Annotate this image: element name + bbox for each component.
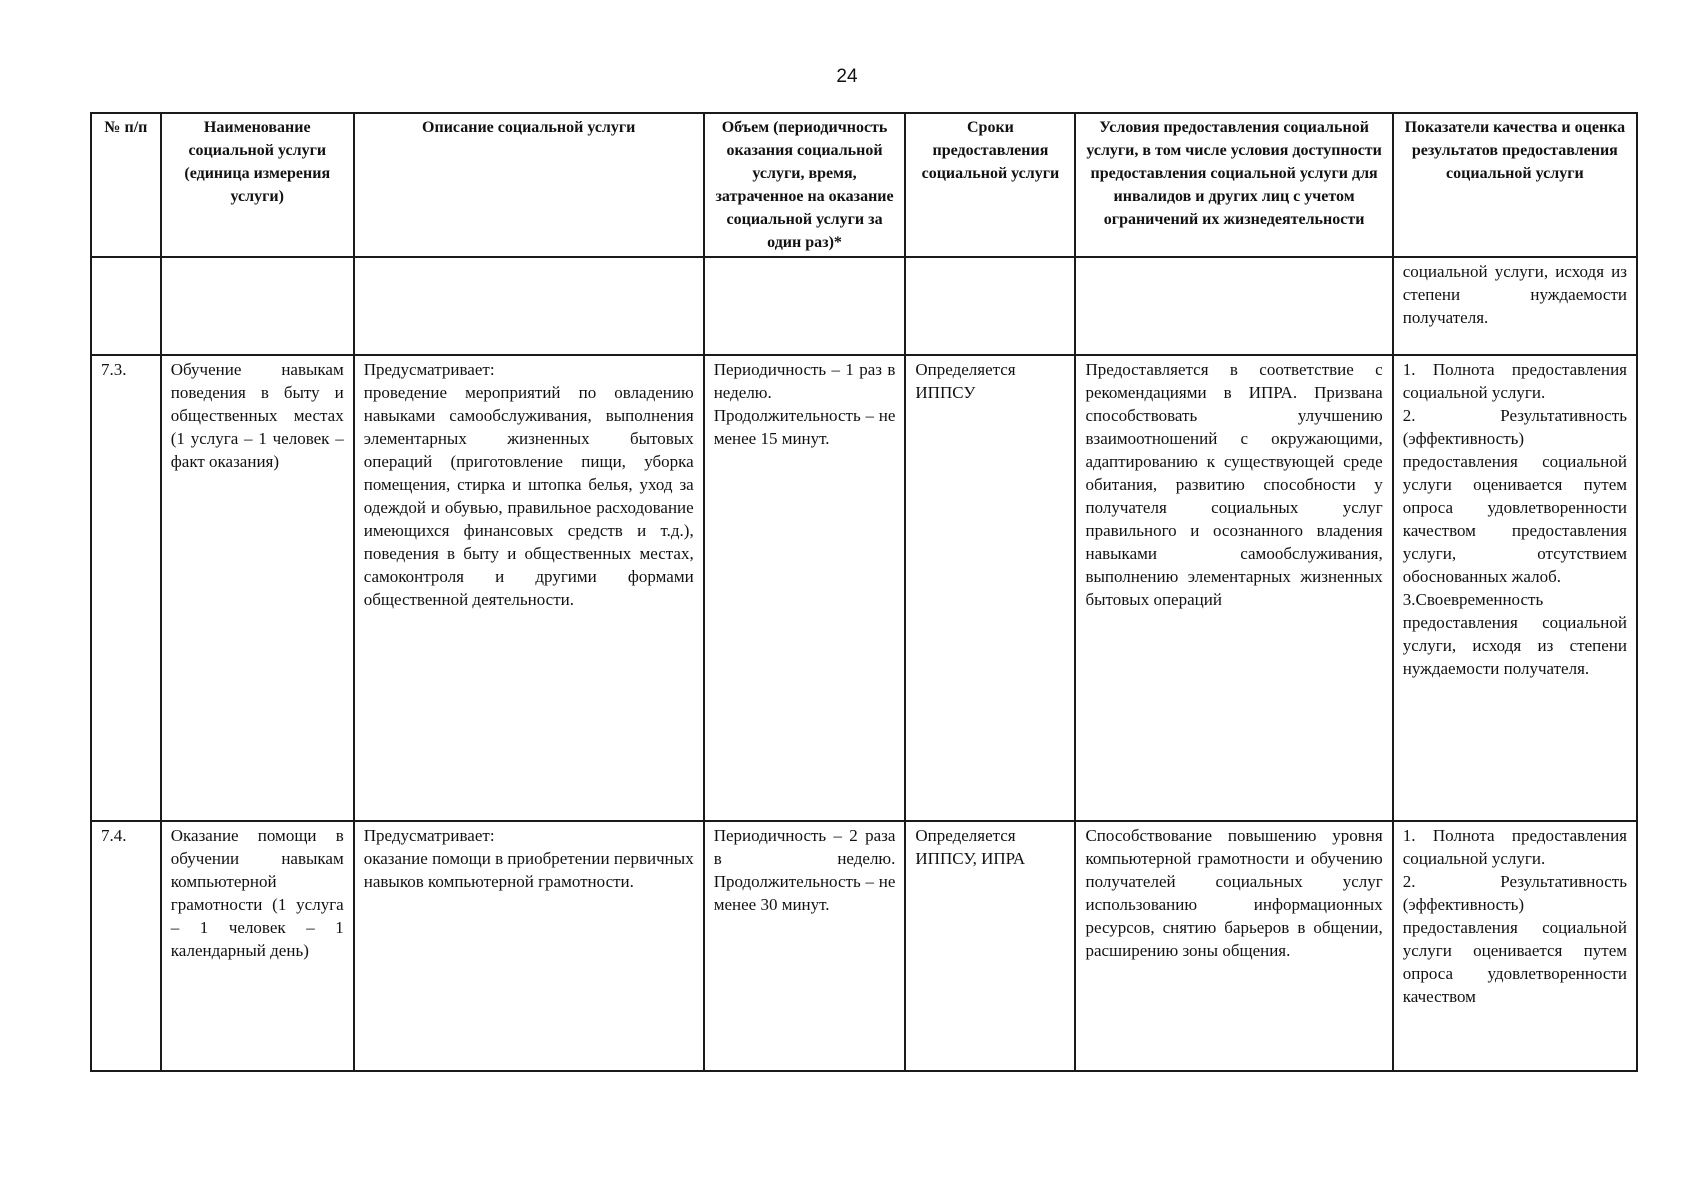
header-conditions: Условия предоставления социальной услуги, в том числе условия доступности предоставления социальной услуги для инвалидов и других лиц с учетом ограничений их жизнедеятельности xyxy=(1075,113,1392,257)
table-row xyxy=(91,257,1637,355)
cell-service-name xyxy=(161,257,354,355)
quality-item: 1. Полнота предоставления социальной услуги. xyxy=(1402,826,1627,868)
cell-conditions: Способствование повышению уровня компьютерной грамотности и обучению получателей социальных услуг использованию информационных ресурсов, снятию барьеров в общении, расширению зоны общения. xyxy=(1075,821,1392,1071)
header-service-name: Наименование социальной услуги (единица измерения услуги) xyxy=(161,113,354,257)
cell-number xyxy=(91,257,161,355)
header-terms: Сроки предоставления социальной услуги xyxy=(905,113,1075,257)
cell-number: 7.3. xyxy=(91,355,161,821)
cell-volume: Периодичность – 1 раз в неделю. Продолжительность – не менее 15 минут. xyxy=(704,355,906,821)
cell-description xyxy=(354,821,704,1071)
header-number: № п/п xyxy=(91,113,161,257)
cell-description xyxy=(354,257,704,355)
table-row xyxy=(91,355,1637,821)
cell-service-name: Обучение навыкам поведения в быту и общественных местах (1 услуга – 1 человек – факт оказания) xyxy=(161,355,354,821)
header-quality: Показатели качества и оценка результатов предоставления социальной услуги xyxy=(1393,113,1637,257)
header-description: Описание социальной услуги xyxy=(354,113,704,257)
description-intro: Предусматривает: xyxy=(363,826,495,845)
quality-item: 2. Результативность (эффективность) предоставления социальной услуги оценивается путем опроса удовлетворенности качеством предоставления услуги, отсутствием обоснованных жалоб. xyxy=(1402,406,1627,586)
cell-quality xyxy=(1393,355,1637,821)
cell-service-name: Оказание помощи в обучении навыкам компьютерной грамотности (1 услуга – 1 человек – 1 календарный день) xyxy=(161,821,354,1071)
cell-terms xyxy=(905,257,1075,355)
cell-volume xyxy=(704,257,906,355)
cell-quality: социальной услуги, исходя из степени нуждаемости получателя. xyxy=(1393,257,1637,355)
cell-conditions xyxy=(1075,257,1392,355)
cell-description xyxy=(354,355,704,821)
description-text: оказание помощи в приобретении первичных навыков компьютерной грамотности. xyxy=(363,849,694,891)
cell-terms: Определяется ИППСУ xyxy=(905,355,1075,821)
cell-terms: Определяется ИППСУ, ИПРА xyxy=(905,821,1075,1071)
header-volume: Объем (периодичность оказания социальной услуги, время, затраченное на оказание социальной услуги за один раз)* xyxy=(704,113,906,257)
quality-item: 1. Полнота предоставления социальной услуги. xyxy=(1402,360,1627,402)
cell-number: 7.4. xyxy=(91,821,161,1071)
quality-item: 3.Своевременность предоставления социальной услуги, исходя из степени нуждаемости получателя. xyxy=(1402,590,1627,678)
social-services-table xyxy=(90,112,1638,1072)
table-header-row xyxy=(91,113,1637,257)
table-row xyxy=(91,821,1637,1071)
description-text: проведение мероприятий по овладению навыками самообслуживания, выполнения элементарных жизненных бытовых операций (приготовление пищи, уборка помещения, стирка и штопка белья, уход за одеждой и обувью, правильное расходование имеющихся финансовых средств и т.д.), поведения в быту и общественных местах, самоконтроля и другими формами общественной деятельности. xyxy=(363,383,694,609)
cell-quality xyxy=(1393,821,1637,1071)
description-intro: Предусматривает: xyxy=(363,360,495,379)
cell-volume: Периодичность – 2 раза в неделю. Продолжительность – не менее 30 минут. xyxy=(704,821,906,1071)
quality-item: 2. Результативность (эффективность) предоставления социальной услуги оценивается путем опроса удовлетворенности качеством xyxy=(1402,872,1627,1006)
cell-conditions: Предоставляется в соответствие с рекомендациями в ИПРА. Призвана способствовать улучшению взаимоотношений с окружающими, адаптированию к существующей среде обитания, развитию способности у получателя социальных услуг правильного и осознанного владения навыками самообслуживания, выполнению элементарных жизненных бытовых операций xyxy=(1075,355,1392,821)
page-number: 24 xyxy=(836,66,858,87)
